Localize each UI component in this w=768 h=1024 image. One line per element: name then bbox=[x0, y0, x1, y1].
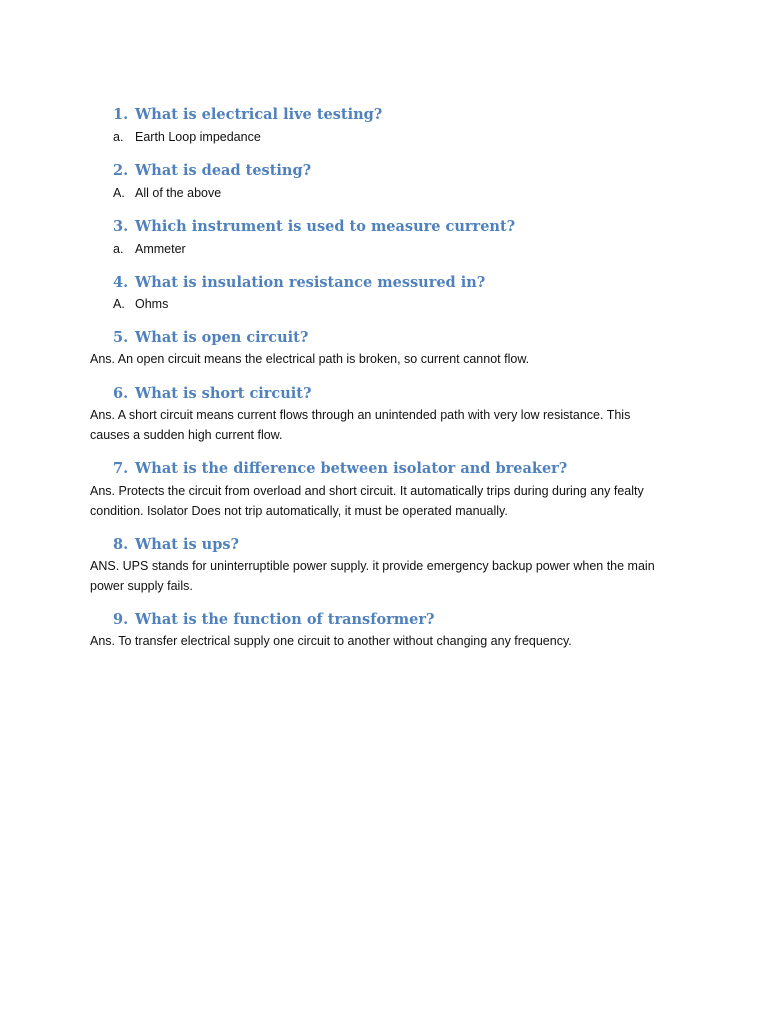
question-text: What is electrical live testing? bbox=[135, 106, 383, 123]
answer-4 bbox=[113, 296, 168, 312]
answer-5 bbox=[90, 350, 680, 370]
answer-marker: A. bbox=[113, 186, 125, 200]
answer-line: causes a sudden high current flow. bbox=[90, 427, 283, 442]
question-text: What is the function of transformer? bbox=[135, 611, 435, 628]
question-number: 6. bbox=[113, 385, 129, 402]
answer-7 bbox=[90, 482, 680, 521]
question-text: What is ups? bbox=[135, 536, 240, 553]
question-number: 7. bbox=[113, 460, 129, 477]
answer-line: Ans. To transfer electrical supply one circuit to another without changing any frequency. bbox=[90, 634, 572, 648]
answer-marker: a. bbox=[113, 130, 124, 144]
question-number: 2. bbox=[113, 162, 129, 179]
question-5 bbox=[113, 329, 308, 347]
question-number: 8. bbox=[113, 536, 129, 553]
question-9 bbox=[113, 611, 434, 629]
question-number: 9. bbox=[113, 611, 129, 628]
question-number: 5. bbox=[113, 329, 129, 346]
question-number: 1. bbox=[113, 106, 129, 123]
answer-marker: a. bbox=[113, 242, 124, 256]
question-text: Which instrument is used to measure current? bbox=[135, 218, 516, 235]
answer-text: Earth Loop impedance bbox=[135, 130, 261, 144]
answer-line: ANS. UPS stands for uninterruptible power supply. it provide emergency backup power when the main bbox=[90, 559, 655, 573]
question-number: 4. bbox=[113, 274, 129, 291]
question-4 bbox=[113, 274, 485, 292]
question-7 bbox=[113, 460, 567, 478]
question-text: What is short circuit? bbox=[135, 385, 312, 402]
question-2 bbox=[113, 162, 311, 180]
question-text: What is dead testing? bbox=[135, 162, 312, 179]
answer-9 bbox=[90, 632, 680, 652]
answer-line: Ans. An open circuit means the electrical path is broken, so current cannot flow. bbox=[90, 352, 530, 366]
answer-line: condition. Isolator Does not trip automatically, it must be operated manually. bbox=[90, 503, 508, 518]
answer-marker: A. bbox=[113, 297, 125, 311]
answer-1 bbox=[113, 129, 261, 145]
answer-text: Ohms bbox=[135, 297, 169, 311]
question-6 bbox=[113, 385, 312, 403]
answer-6 bbox=[90, 406, 680, 445]
question-3 bbox=[113, 218, 515, 236]
answer-3 bbox=[113, 241, 186, 257]
answer-2 bbox=[113, 185, 221, 201]
answer-line: power supply fails. bbox=[90, 578, 193, 593]
answer-line: Ans. Protects the circuit from overload and short circuit. It automatically trips during during any fealty bbox=[90, 484, 644, 498]
answer-text: All of the above bbox=[135, 186, 222, 200]
question-1 bbox=[113, 106, 382, 124]
question-number: 3. bbox=[113, 218, 129, 235]
question-text: What is insulation resistance messured in? bbox=[135, 274, 486, 291]
question-8 bbox=[113, 536, 239, 554]
answer-text: Ammeter bbox=[135, 242, 186, 256]
question-text: What is open circuit? bbox=[135, 329, 309, 346]
answer-8 bbox=[90, 557, 680, 596]
answer-line: Ans. A short circuit means current flows through an unintended path with very low resistance. This bbox=[90, 408, 631, 422]
question-text: What is the difference between isolator and breaker? bbox=[135, 460, 568, 477]
